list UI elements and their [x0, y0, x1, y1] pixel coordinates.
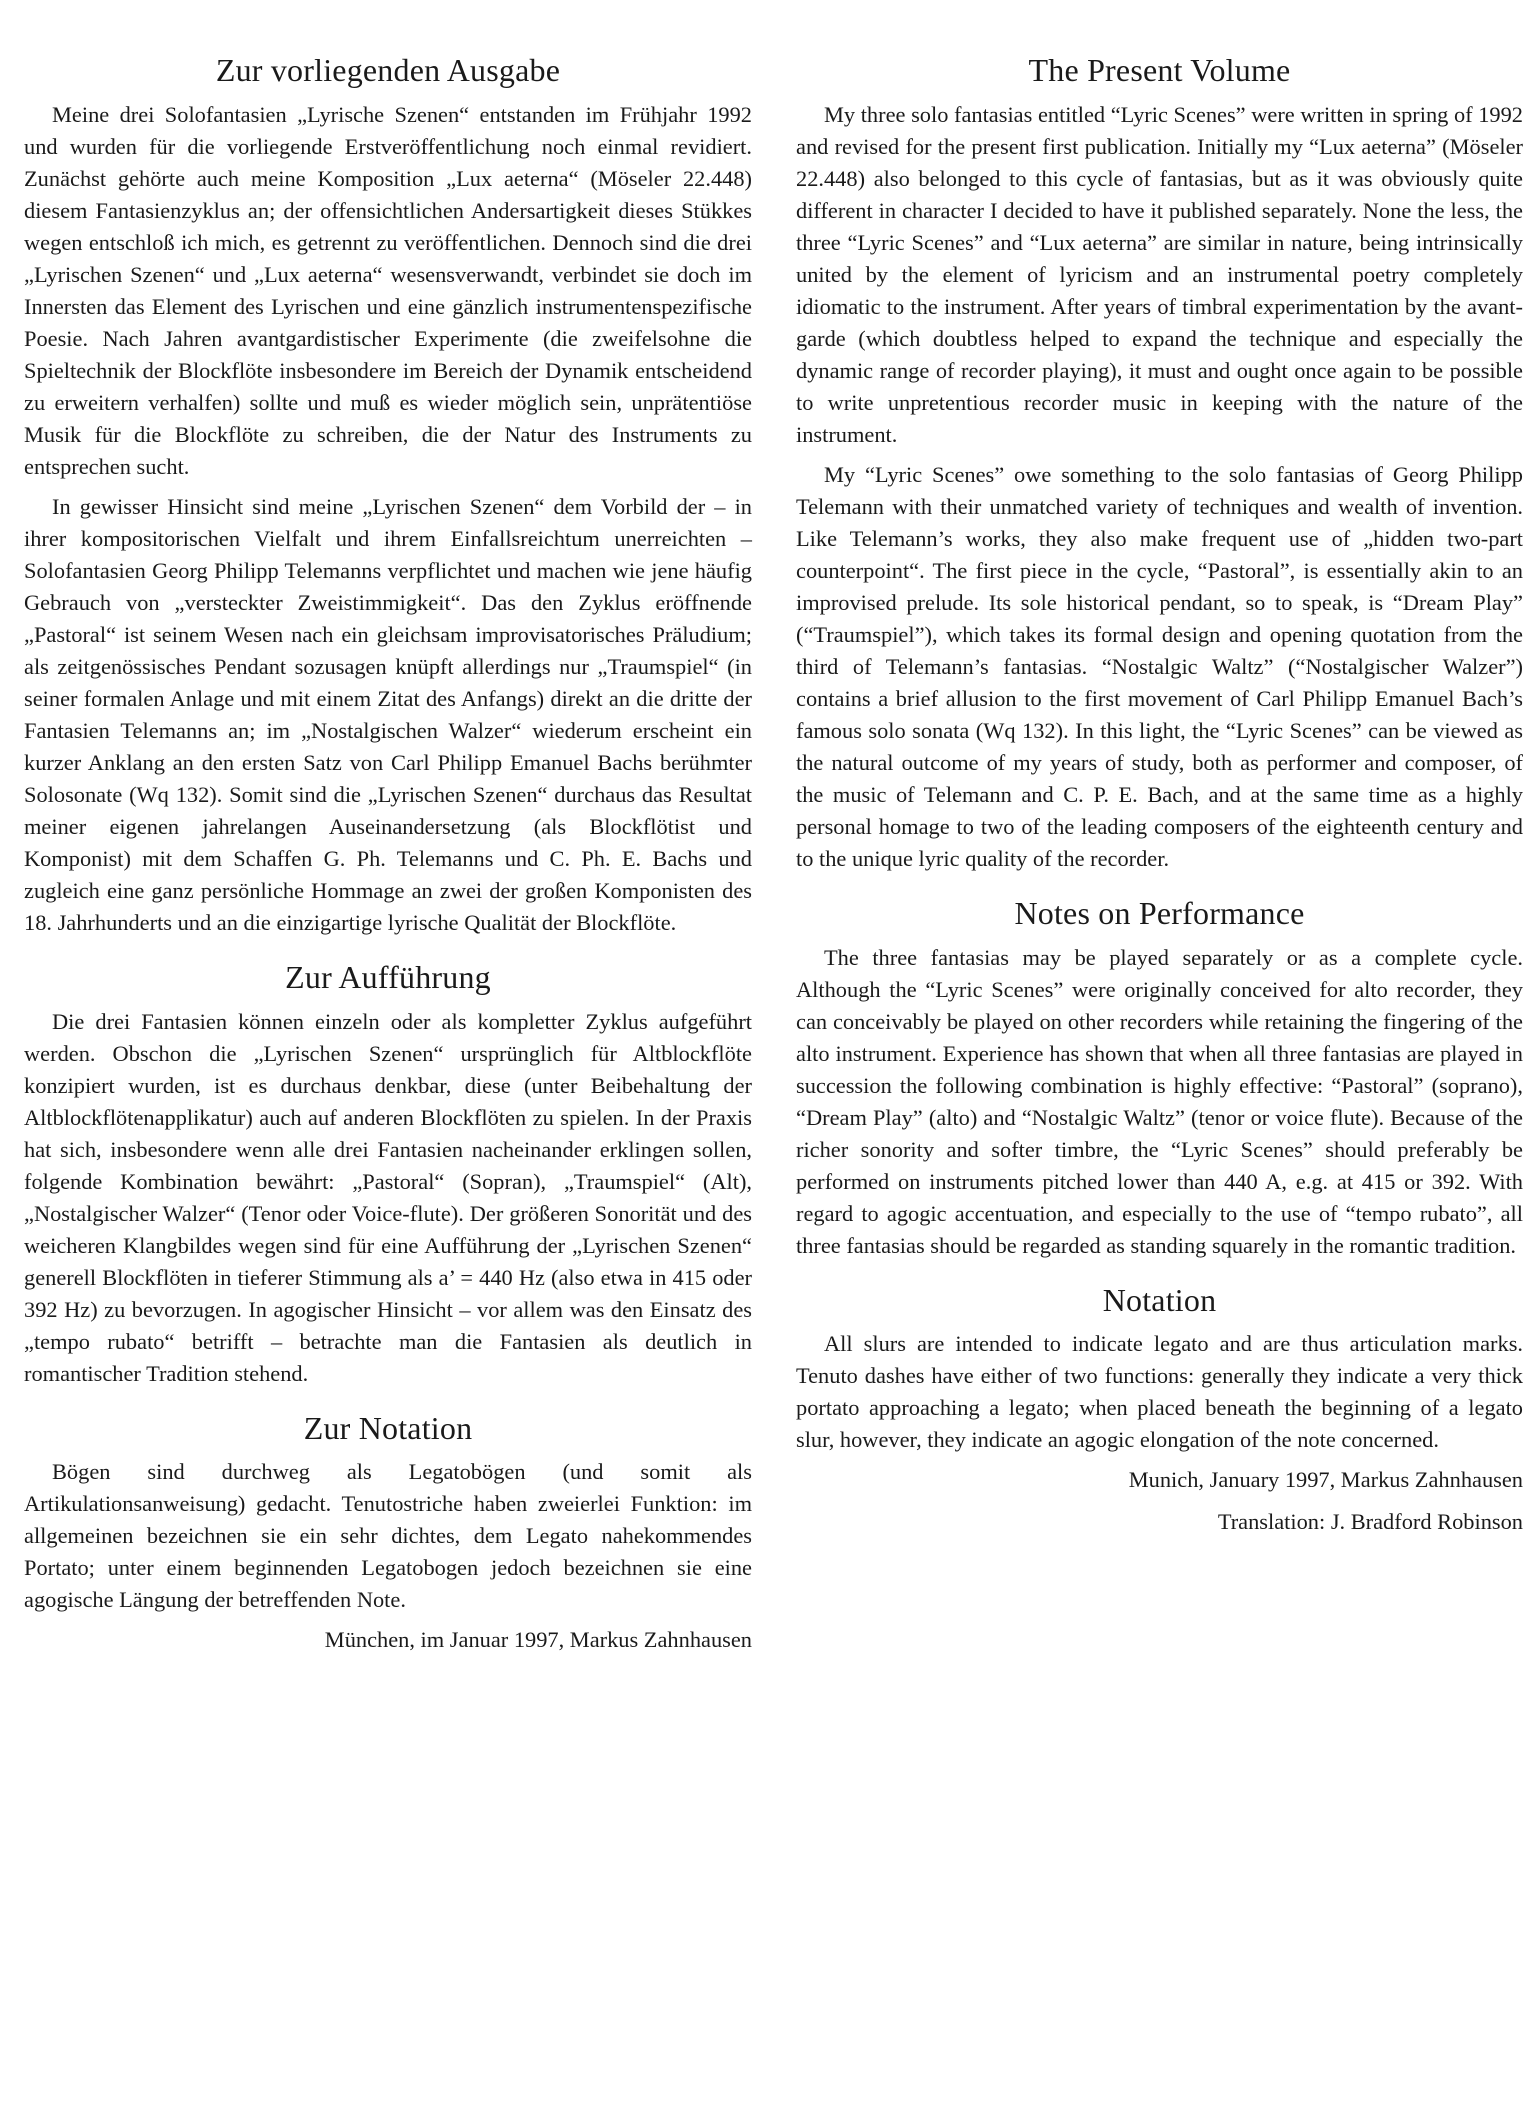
paragraph: My three solo fantasias entitled “Lyric Scenes” were written in spring of 1992 and revised for the present first publication. Initially my “Lux aeterna” (Möseler 22.448) also belonged to this cycle of fantasias, but as it was obviously quite different in character I decided to have it published separately. None the less, the three “Lyric Scenes” and “Lux aeterna” are similar in nature, being intrinsically united by the element of lyricism and an instrumental poetry completely idiomatic to the instrument. After years of timbral experimentation by the avant-garde (which doubtless helped to expand the technique and especially the dynamic range of recorder playing), it must and ought once again to be possible to write unpretentious recorder music in keeping with the nature of the instrument.: [796, 101, 1523, 447]
signature-german: München, im Januar 1997, Markus Zahnhausen: [324, 1627, 752, 1653]
english-column: [796, 52, 1523, 1538]
paragraph: My “Lyric Scenes” owe something to the solo fantasias of Georg Philipp Telemann with their unmatched variety of techniques and wealth of invention. Like Telemann’s works, they also make frequent use of „hidden two-part counterpoint“. The first piece in the cycle, “Pastoral”, is essentially akin to an improvised prelude. Its sole historical pendant, so to speak, is “Dream Play” (“Traumspiel”), which takes its formal design and opening quotation from the third of Telemann’s fantasias. “Nostalgic Waltz” (“Nostalgischer Walzer”) contains a brief allusion to the first movement of Carl Philipp Emanuel Bach’s famous solo sonata (Wq 132). In this light, the “Lyric Scenes” can be viewed as the natural outcome of my years of study, both as performer and composer, of the music of Telemann and C. P. E. Bach, and at the same time as a highly personal homage to two of the leading composers of the eighteenth century and to the unique lyric quality of the recorder.: [796, 461, 1523, 871]
translation-credit: Translation: J. Bradford Robinson: [1217, 1509, 1523, 1535]
section-zur-vorliegenden-ausgabe: [24, 52, 752, 939]
paragraph: Bögen sind durchweg als Legatobögen (und somit als Artikulationsanweisung) gedacht. Tenutostriche haben zweierlei Funktion: im allgemeinen bezeichnen sie ein sehr dichtes, dem Legato nahekommendes Portato; unter einem beginnenden Legatobogen jedoch bezeichnen sie eine agogische Längung der betreffenden Note.: [24, 1459, 752, 1613]
heading-the-present-volume: The Present Volume: [1028, 52, 1291, 88]
signature-english: Munich, January 1997, Markus Zahnhausen: [1128, 1467, 1523, 1493]
paragraph: Meine drei Solofantasien „Lyrische Szenen“ entstanden im Frühjahr 1992 und wurden für die vorliegende Erstveröffentlichung noch einmal revidiert. Zunächst gehörte auch meine Komposition „Lux aeterna“ (Möseler 22.448) diesem Fantasienzyklus an; der offensichtlichen Andersartigkeit dieses Stükkes wegen entschloß ich mich, es getrennt zu veröffentlichen. Dennoch sind die drei „Lyrischen Szenen“ und „Lux aeterna“ wesensverwandt, verbindet sie doch im Innersten das Element des Lyrischen und eine gänzlich instrumentenspezifische Poesie. Nach Jahren avantgardistischer Experimente (die zweifelsohne die Spieltechnik der Blockflöte insbesondere im Bereich der Dynamik entscheidend zu erweitern verhalfen) sollte und muß es wieder möglich sein, unprätentiöse Musik für die Blockflöte zu schreiben, die der Natur des Instruments zu entsprechen sucht.: [24, 101, 752, 479]
section-the-present-volume: [796, 52, 1523, 875]
paragraph: In gewisser Hinsicht sind meine „Lyrischen Szenen“ dem Vorbild der – in ihrer kompositorischen Vielfalt und ihrem Einfallsreichtum unerreichten – Solofantasien Georg Philipp Telemanns verpflichtet und machen wie jene häufig Gebrauch von „versteckter Zweistimmigkeit“. Das den Zyklus eröffnende „Pastoral“ ist seinem Wesen nach ein gleichsam improvisatorisches Präludium; als zeitgenössisches Pendant sozusagen knüpft allerdings nur „Traumspiel“ (in seiner formalen Anlage und mit einem Zitat des Anfangs) direkt an die dritte der Fantasien Telemanns an; im „Nostalgischen Walzer“ wiederum erscheint ein kurzer Anklang an den ersten Satz von Carl Philipp Emanuel Bachs berühmter Solosonate (Wq 132). Somit sind die „Lyrischen Szenen“ durchaus das Resultat meiner eigenen jahrelangen Auseinandersetzung (als Blockflötist und Komponist) mit dem Schaffen G. Ph. Telemanns und C. Ph. E. Bachs und zugleich eine ganz persönliche Hommage an zwei der großen Komponisten des 18. Jahrhunderts und an die einzigartige lyrische Qualität der Blockflöte.: [24, 493, 752, 935]
section-notes-on-performance: [796, 895, 1523, 1262]
section-notation: [796, 1282, 1523, 1539]
heading-notation: Notation: [1102, 1281, 1217, 1318]
section-zur-auffuehrung: [24, 959, 752, 1390]
section-zur-notation: [24, 1410, 752, 1657]
heading-zur-vorliegenden-ausgabe: Zur vorliegenden Ausgabe: [215, 52, 561, 88]
german-column: [24, 52, 752, 1656]
paragraph: The three fantasias may be played separately or as a complete cycle. Although the “Lyric Scenes” were originally conceived for alto recorder, they can conceivably be played on other recorders while retaining the fingering of the alto instrument. Experience has shown that when all three fantasias are played in succession the following combination is highly effective: “Pastoral” (soprano), “Dream Play” (alto) and “Nostalgic Waltz” (tenor or voice flute). Because of the richer sonority and softer timbre, the “Lyric Scenes” should preferably be performed on instruments pitched lower than 440 A, e.g. at 415 or 392. With regard to agogic accentuation, and especially to the use of “tempo rubato”, all three fantasias should be regarded as standing squarely in the romantic tradition.: [796, 944, 1523, 1258]
paragraph: Die drei Fantasien können einzeln oder als kompletter Zyklus aufgeführt werden. Obschon die „Lyrischen Szenen“ ursprünglich für Altblockflöte konzipiert wurden, ist es durchaus denkbar, diese (unter Beibehaltung der Altblockflötenapplikatur) auch auf anderen Blockflöten zu spielen. In der Praxis hat sich, insbesondere wenn alle drei Fantasien nacheinander erklingen sollen, folgende Kombination bewährt: „Pastoral“ (Sopran), „Traumspiel“ (Alt), „Nostalgischer Walzer“ (Tenor oder Voice-flute). Der größeren Sonorität und des weicheren Klangbildes wegen sind für eine Aufführung der „Lyrischen Szenen“ generell Blockflöten in tieferer Stimmung als a’ = 440 Hz (also etwa in 415 oder 392 Hz) zu bevorzugen. In agogischer Hinsicht – vor allem was den Einsatz des „tempo rubato“ betrifft – betrachte man die Fantasien als deutlich in romantischer Tradition stehend.: [24, 1008, 752, 1386]
paragraph: All slurs are intended to indicate legato and are thus articulation marks. Tenuto dashes have either of two functions: generally they indicate a very thick portato approaching a legato; when placed beneath the beginning of a legato slur, however, they indicate an agogic elongation of the note concerned.: [796, 1331, 1523, 1453]
heading-notes-on-performance: Notes on Performance: [1014, 894, 1305, 931]
heading-zur-auffuehrung: Zur Aufführung: [285, 958, 491, 995]
heading-zur-notation: Zur Notation: [303, 1409, 473, 1446]
